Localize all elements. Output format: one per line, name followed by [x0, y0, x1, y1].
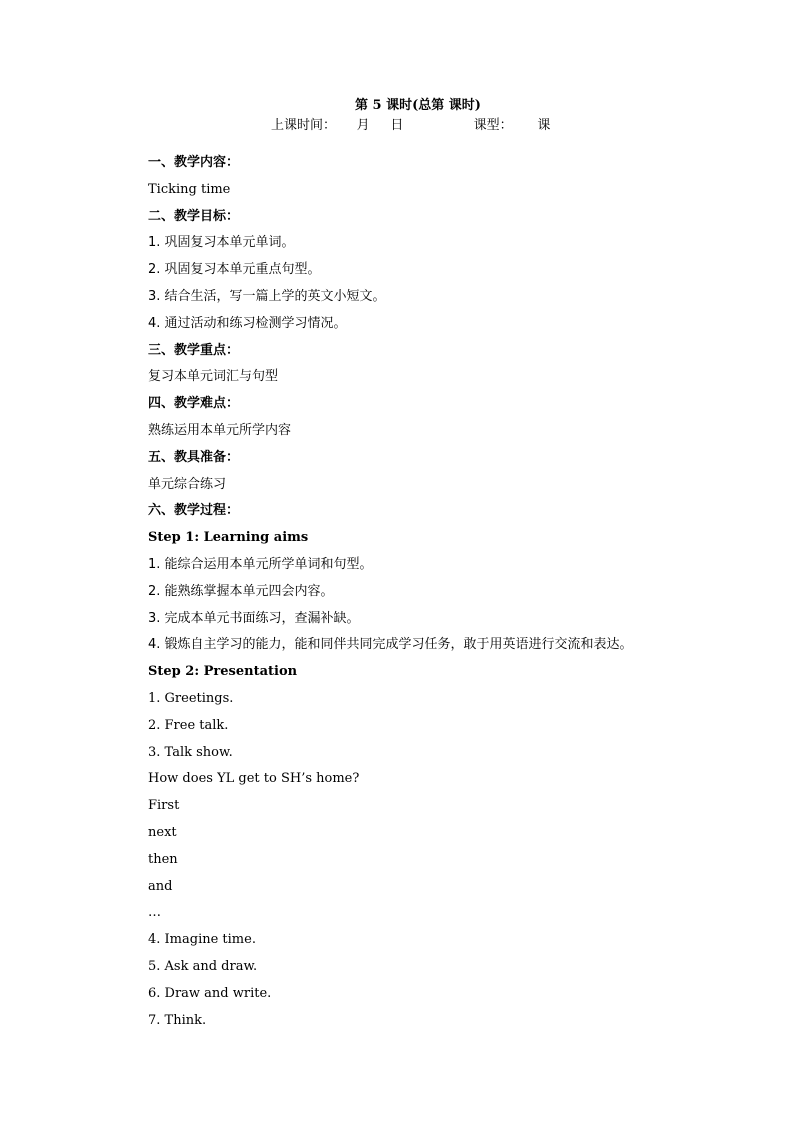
- aim-item: 3. 完成本单元书面练习，查漏补缺。: [148, 610, 360, 626]
- aim-item: 1. 能综合运用本单元所学单词和句型。: [148, 556, 373, 572]
- presentation-item: 3. Talk show.: [148, 744, 233, 760]
- aim-item: 4. 锻炼自主学习的能力，能和同伴共同完成学习任务，敢于用英语进行交流和表达。: [148, 637, 633, 653]
- presentation-item: …: [148, 905, 161, 921]
- objective-item: 3. 结合生活，写一篇上学的英文小短文。: [148, 288, 386, 304]
- presentation-item: 1. Greetings.: [148, 690, 234, 706]
- presentation-item: 4. Imagine time.: [148, 932, 256, 948]
- lesson-plan: [148, 96, 708, 1034]
- presentation-item: 7. Think.: [148, 1012, 207, 1028]
- section-content-topic: Ticking time: [148, 181, 231, 197]
- step1-heading: Step 1: Learning aims: [148, 530, 309, 546]
- presentation-item: 6. Draw and write.: [148, 985, 272, 1001]
- objective-item: 2. 巩固复习本单元重点句型。: [148, 262, 321, 278]
- section-content-key-points: 复习本单元词汇与句型: [148, 369, 279, 385]
- section-heading-key-points: 三、教学重点：: [148, 342, 240, 358]
- section-heading-process: 六、教学过程：: [148, 503, 240, 519]
- lesson-subtitle: 上课时间： 月 日 课型： 课: [271, 118, 551, 133]
- step2-heading: Step 2: Presentation: [148, 664, 298, 680]
- presentation-item: next: [148, 824, 177, 840]
- aim-item: 2. 能熟练掌握本单元四会内容。: [148, 583, 334, 599]
- section-heading-objectives: 二、教学目标：: [148, 208, 240, 224]
- presentation-item: 2. Free talk.: [148, 717, 229, 733]
- section-heading-difficulties: 四、教学难点：: [148, 396, 240, 412]
- presentation-item: and: [148, 878, 173, 894]
- section-heading-materials: 五、教具准备：: [148, 449, 240, 465]
- presentation-item: How does YL get to SH’s home?: [148, 771, 360, 787]
- section-content-difficulties: 熟练运用本单元所学内容: [148, 422, 292, 438]
- presentation-item: then: [148, 851, 178, 867]
- objective-item: 1. 巩固复习本单元单词。: [148, 235, 295, 251]
- objective-item: 4. 通过活动和练习检测学习情况。: [148, 315, 347, 331]
- presentation-item: First: [148, 798, 180, 814]
- lesson-title: 第 5 课时(总第 课时): [355, 98, 481, 113]
- section-content-materials: 单元综合练习: [148, 476, 227, 492]
- presentation-item: 5. Ask and draw.: [148, 958, 258, 974]
- section-heading-content: 一、教学内容：: [148, 155, 240, 170]
